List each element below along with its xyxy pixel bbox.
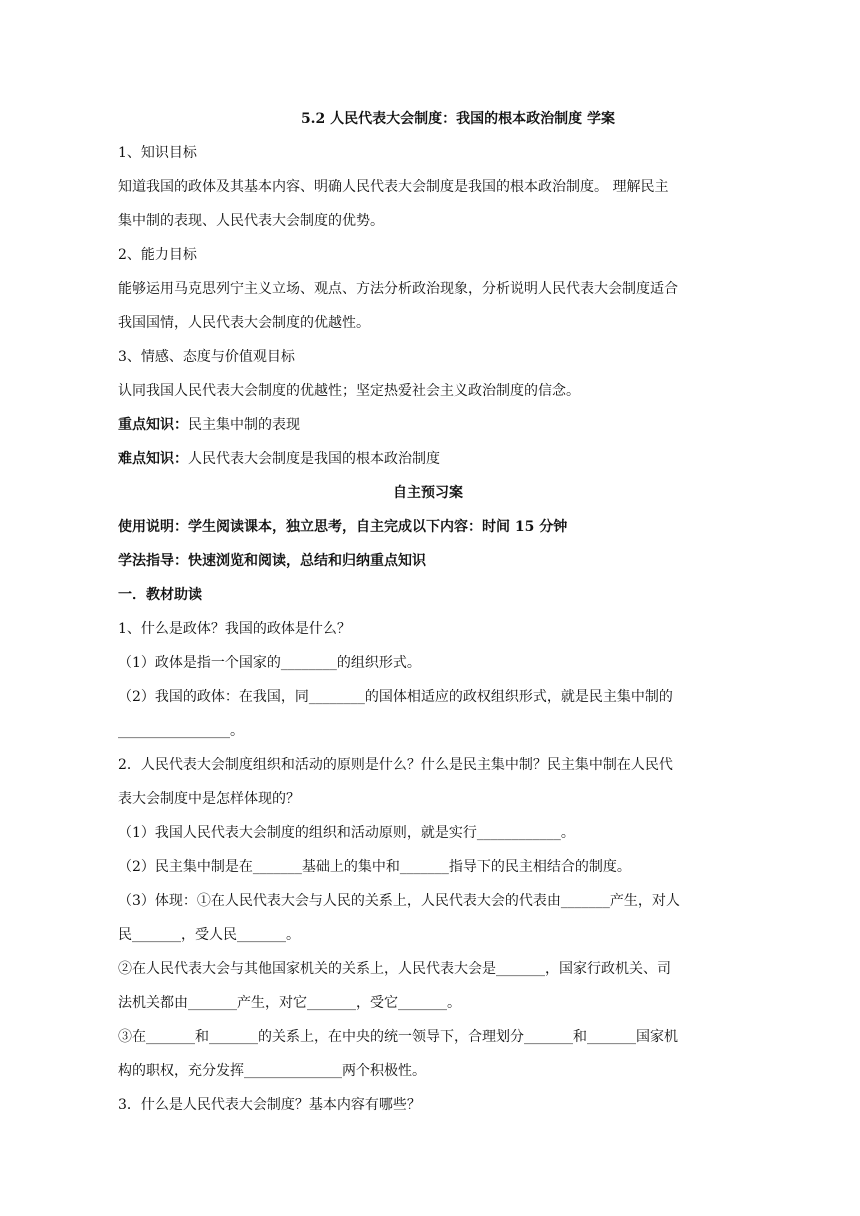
key-points-line — [118, 416, 738, 434]
method-note: 学法指导：快速浏览和阅读，总结和归纳重点知识 — [118, 553, 426, 569]
difficult-points-label: 难点知识： — [118, 451, 188, 467]
difficult-points-text: 人民代表大会制度是我国的根本政治制度 — [188, 451, 440, 467]
difficult-points-line — [118, 450, 738, 468]
question-line: （3）体现：①在人民代表大会与人民的关系上，人民代表大会的代表由_______产生，对人 — [118, 893, 680, 909]
question-line: （2）我国的政体：在我国，同________的国体相适应的政权组织形式，就是民主集中制的 — [118, 689, 673, 705]
paragraph-line: 认同我国人民代表大会制度的优越性；坚定热爱社会主义政治制度的信念。 — [118, 383, 580, 399]
preview-heading: 自主预习案 — [393, 485, 463, 501]
section-heading-ability: 2、能力目标 — [118, 247, 197, 263]
question-line: （2）民主集中制是在_______基础上的集中和_______指导下的民主相结合的制度。 — [118, 859, 631, 875]
question-line: 法机关都由_______产生，对它_______，受它_______。 — [118, 995, 461, 1011]
question-line: 3．什么是人民代表大会制度？基本内容有哪些？ — [118, 1097, 421, 1113]
question-line: 1、什么是政体？我国的政体是什么？ — [118, 621, 351, 637]
usage-note: 使用说明：学生阅读课本，独立思考，自主完成以下内容：时间 15 分钟 — [118, 519, 568, 535]
paragraph-line: 能够运用马克思列宁主义立场、观点、方法分析政治现象，分析说明人民代表大会制度适合 — [118, 281, 678, 297]
question-line: 2．人民代表大会制度组织和活动的原则是什么？什么是民主集中制？民主集中制在人民代 — [118, 757, 673, 773]
question-line: （1）我国人民代表大会制度的组织和活动原则，就是实行____________。 — [118, 825, 575, 841]
question-line: ③在_______和_______的关系上，在中央的统一领导下，合理划分_______和_______国家机 — [118, 1029, 678, 1045]
paragraph-line: 我国国情，人民代表大会制度的优越性。 — [118, 315, 370, 331]
question-line: ②在人民代表大会与其他国家机关的关系上，人民代表大会是_______，国家行政机关、司 — [118, 961, 671, 977]
part-heading: 一．教材助读 — [118, 587, 202, 603]
question-line: 构的职权，充分发挥______________两个积极性。 — [118, 1063, 426, 1079]
key-points-label: 重点知识： — [118, 417, 188, 433]
section-heading-knowledge: 1、知识目标 — [118, 145, 197, 161]
question-line: ________________。 — [118, 723, 244, 739]
paragraph-line: 集中制的表现、人民代表大会制度的优势。 — [118, 213, 384, 229]
paragraph-line: 知道我国的政体及其基本内容、明确人民代表大会制度是我国的根本政治制度。 理解民主 — [118, 179, 669, 195]
question-line: 民_______，受人民_______。 — [118, 927, 300, 943]
key-points-text: 民主集中制的表现 — [188, 417, 300, 433]
question-line: （1）政体是指一个国家的________的组织形式。 — [118, 655, 421, 671]
question-line: 表大会制度中是怎样体现的？ — [118, 791, 300, 807]
document-page — [118, 110, 738, 1130]
section-heading-values: 3、情感、态度与价值观目标 — [118, 349, 295, 365]
document-title: 5.2 人民代表大会制度：我国的根本政治制度 学案 — [300, 111, 616, 127]
